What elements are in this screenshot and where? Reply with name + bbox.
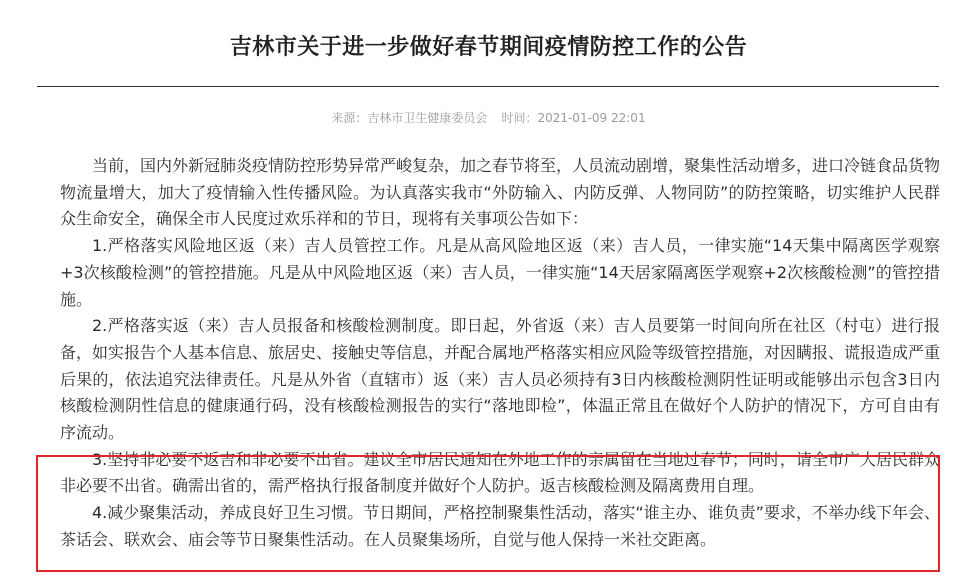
highlight-box <box>36 455 940 572</box>
time-label: 时间：2021-01-09 22:01 <box>501 111 646 125</box>
item-1-paragraph: 1.严格落实风险地区返（来）吉人员管控工作。凡是从高风险地区返（来）吉人员，一律实施“14天集中隔离医学观察+3次核酸检测”的管控措施。凡是从中风险地区返（来）吉人员，一律实施“14天居家隔离医学观察+2次核酸检测”的管控措施。 <box>60 236 940 309</box>
article-title: 吉林市关于进一步做好春节期间疫情防控工作的公告 <box>229 35 748 60</box>
source-label: 来源：吉林市卫生健康委员会 <box>331 111 488 125</box>
intro-paragraph: 当前，国内外新冠肺炎疫情防控形势异常严峻复杂，加之春节将至，人员流动剧增，聚集性活动增多，进口冷链食品货物物流量增大，加大了疫情输入性传播风险。为认真落实我市“外防输入、内防反弹、人物同防”的防控策略，切实维护人民群众生命安全，确保全市人民度过欢乐祥和的节日，现将有关事项公告如下： <box>60 156 941 229</box>
article-meta <box>0 109 977 126</box>
item-2-paragraph: 2.严格落实返（来）吉人员报备和核酸检测制度。即日起，外省返（来）吉人员要第一时间向所在社区（村屯）进行报备，如实报告个人基本信息、旅居史、接触史等信息，并配合属地严格落实相应风险等级管控措施，对因瞒报、谎报造成严重后果的，依法追究法律责任。凡是从外省（直辖市）返（来）吉人员必须持有3日内核酸检测阴性证明或能够出示包含3日内核酸检测阴性信息的健康通行码，没有核酸检测报告的实行“落地即检”，体温正常且在做好个人防护的情况下，方可自由有序流动。 <box>60 316 941 443</box>
item-3-paragraph: 3.坚持非必要不返吉和非必要不出省。建议全市居民通知在外地工作的亲属留在当地过春节；同时，请全市广大居民群众非必要不出省。确需出省的，需严格执行报备制度并做好个人防护。返吉核酸检测及隔离费用自理。 <box>60 449 940 496</box>
item-4-paragraph: 4.减少聚集活动，养成良好卫生习惯。节日期间，严格控制聚集性活动，落实“谁主办、谁负责”要求，不举办线下年会、茶话会、联欢会、庙会等节日聚集性活动。在人员聚集场所，自觉与他人保持一米社交距离。 <box>60 503 940 549</box>
title-divider <box>37 86 939 87</box>
